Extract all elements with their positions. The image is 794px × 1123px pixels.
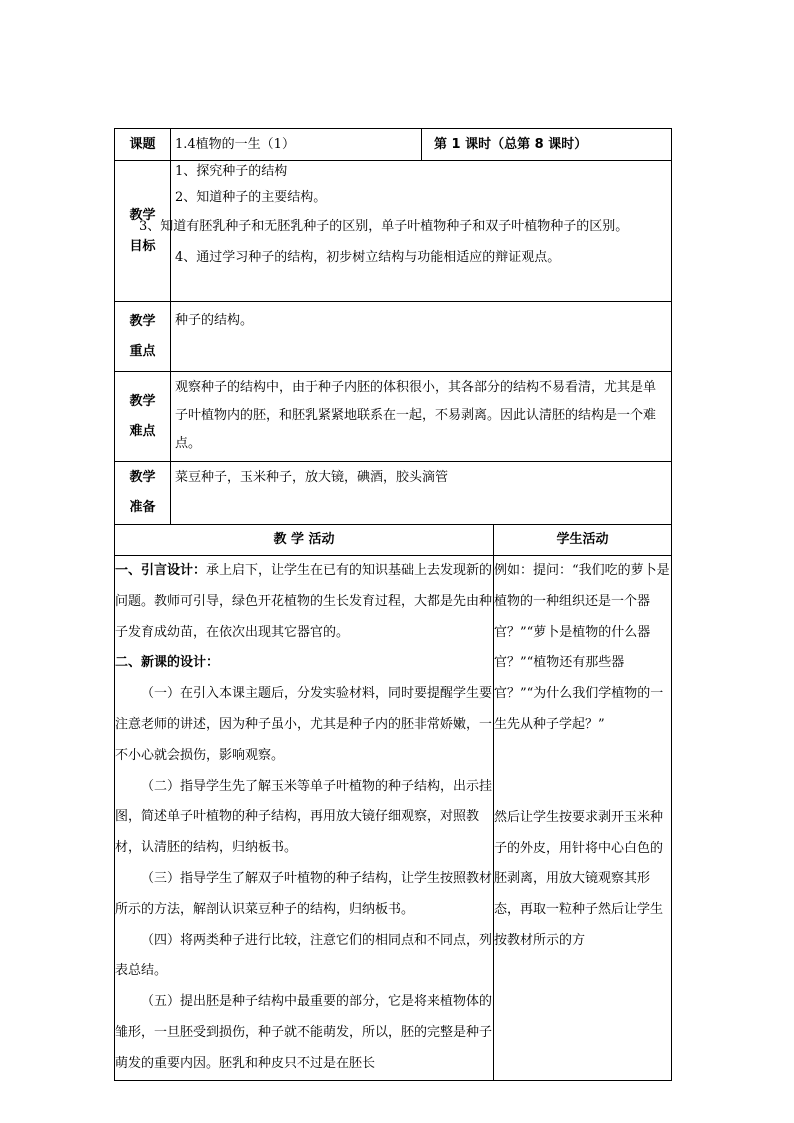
objective-item: 1、探究种子的结构 [175, 164, 288, 179]
topic-value: 1.4植物的一生（1） [171, 129, 422, 161]
new-lesson-title: 二、新课的设计： [115, 655, 220, 671]
teacher-activity-header: 教 学 活动 [115, 525, 494, 556]
intro-title: 一、引言设计： [115, 563, 207, 578]
student-task-text: 然后让学生按要求剥开玉米种子的外皮，用针将中心白色的胚剥离，用放大镜观察其形态，再取一粒种子然后让学生按教材所示的方 [494, 809, 664, 948]
spacer [494, 741, 671, 803]
step-paragraph: （一）在引入本课主题后，分发实验材料，同时要提醒学生要注意老师的讲述，因为种子虽小，尤其是种子内的胚非常娇嫩，一不小心就会损伤，影响观察。 [115, 686, 493, 763]
objectives-label: 教学 目标 [115, 161, 171, 302]
student-activity-content [494, 556, 672, 1081]
key-points-label: 教学 重点 [115, 302, 171, 372]
difficulties-text: 观察种子的结构中，由于种子内胚的体积很小，其各部分的结构不易看清，尤其是单子叶植物内的胚，和胚乳紧紧地联系在一起，不易剥离。因此认清胚的结构是一个难点。 [171, 372, 672, 462]
lesson-plan [114, 128, 671, 1081]
teacher-activity-content [115, 556, 494, 1081]
intro-paragraph [115, 556, 493, 648]
student-activity-header: 学生活动 [494, 525, 672, 556]
activities-table [114, 524, 672, 1081]
difficulties-label: 教学 难点 [115, 372, 171, 462]
period-info: 第 1 课时（总第 8 课时） [422, 129, 672, 161]
student-question-text: 例如：提问：“我们吃的萝卜是植物的一种组织还是一个器官？”“萝卜是植物的什么器官？”“植物还有那些器官？”“为什么我们学植物的一生先从种子学起？” [494, 563, 670, 732]
objective-item: 2、知道种子的主要结构。 [175, 190, 327, 205]
intro-text: 承上启下，让学生在已有的知识基础上去发现新的问题。教师可引导，绿色开花植物的生长发育过程，大都是先由种子发育成幼苗，在依次出现其它器官的。 [115, 563, 493, 640]
lesson-info-table [114, 128, 672, 525]
objective-item: 4、通过学习种子的结构，初步树立结构与功能相适应的辩证观点。 [175, 250, 561, 265]
preparation-label: 教学 准备 [115, 462, 171, 525]
step-paragraph: （四）将两类种子进行比较，注意它们的相同点和不同点，列表总结。 [115, 932, 493, 979]
step-paragraph: （三）指导学生了解双子叶植物的种子结构，让学生按照教材所示的方法，解剖认识菜豆种子的结构，归纳板书。 [115, 870, 493, 917]
preparation-text: 菜豆种子，玉米种子，放大镜，碘酒，胶头滴管 [171, 462, 672, 525]
key-points-text: 种子的结构。 [171, 302, 672, 372]
topic-label: 课题 [115, 129, 171, 161]
step-paragraph: （五）提出胚是种子结构中最重要的部分，它是将来植物体的雏形，一旦胚受到损伤，种子就不能萌发，所以，胚的完整是种子萌发的重要内因。胚乳和种皮只不过是在胚长 [115, 994, 493, 1071]
step-paragraph: （二）指导学生先了解玉米等单子叶植物的种子结构，出示挂图，简述单子叶植物的种子结构，再用放大镜仔细观察，对照教材，认清胚的结构，归纳板书。 [115, 778, 493, 856]
objective-item: 3、知道有胚乳种子和无胚乳种子的区别，单子叶植物种子和双子叶植物种子的区别。 [139, 219, 629, 234]
